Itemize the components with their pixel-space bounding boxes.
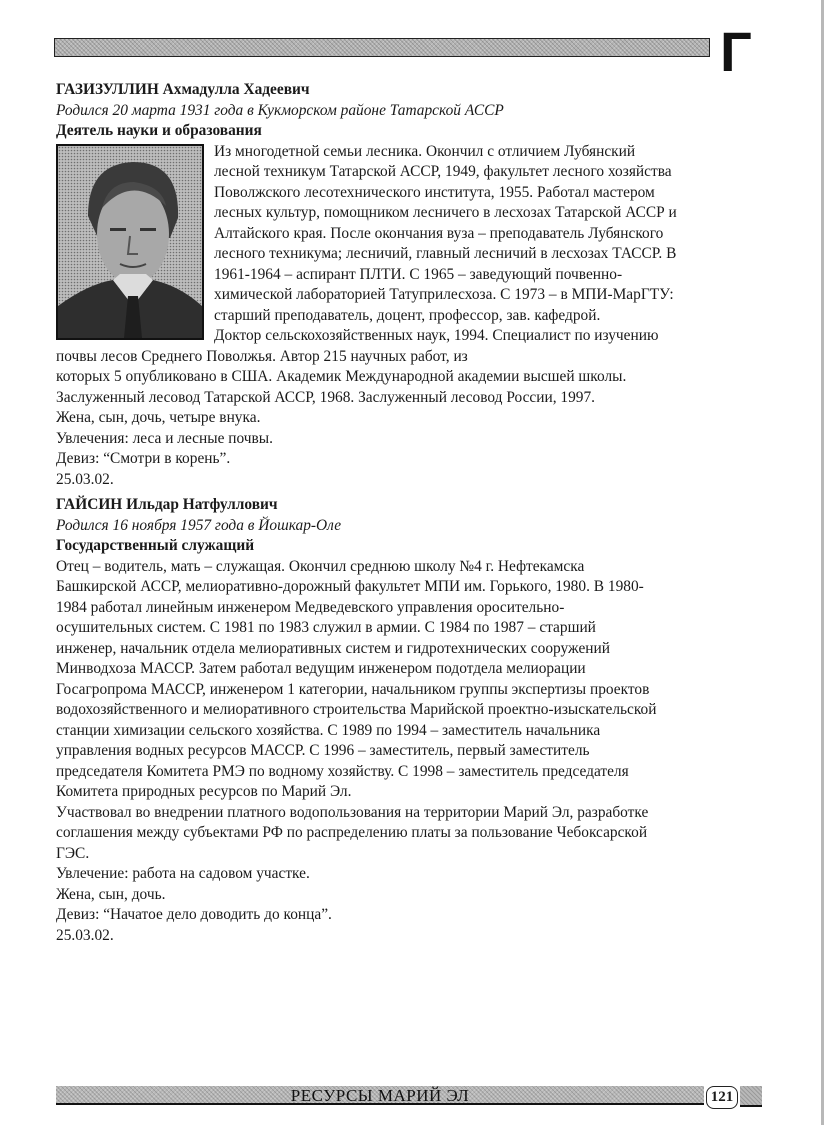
biography-entry [56, 495, 766, 946]
portrait-illustration [58, 146, 202, 338]
motto: Девиз: “Смотри в корень”. [56, 450, 231, 467]
bio-line: водохозяйственного и мелиоративного строительства Марийской проектно-изыскательской [56, 701, 657, 718]
bio-line: Отец – водитель, мать – служащая. Окончил среднюю школу №4 г. Нефтекамска [56, 557, 585, 575]
section-letter: Г [720, 20, 752, 83]
footer-band-end [740, 1086, 762, 1107]
bio-line: Алтайского края. После окончания вуза – преподаватель Лубянского [214, 224, 664, 242]
bio-line: Заслуженный лесовод Татарской АССР, 1968. Заслуженный лесовод России, 1997. [56, 388, 596, 406]
birth-info: Родился 20 марта 1931 года в Кукморском районе Татарской АССР [56, 101, 504, 119]
bio-line: Участвовал во внедрении платного водопользования на территории Марий Эл, разработке [56, 803, 649, 821]
entry-date: 25.03.02. [56, 926, 114, 944]
bio-line: соглашения между субъектами РФ по распределению платы за пользование Чебоксарской [56, 824, 648, 841]
bio-line: Госагропрома МАССР, инженером 1 категории, начальником группы экспертизы проектов [56, 680, 650, 698]
hobbies: Увлечение: работа на садовом участке. [56, 865, 310, 882]
page-number: 121 [706, 1086, 738, 1109]
footer-title: РЕСУРСЫ МАРИЙ ЭЛ [290, 1086, 470, 1105]
bio-line: химической лабораторией Татуприлесхоза. С 1973 – в МПИ-МарГТУ: [214, 286, 674, 303]
header-decorative-band [54, 38, 710, 57]
bio-line: управления водных ресурсов МАССР. С 1996 – заместитель, первый заместитель [56, 742, 590, 759]
bio-line: Из многодетной семьи лесника. Окончил с отличием Лубянский [214, 142, 636, 160]
portrait-photo [56, 144, 204, 340]
bio-line: которых 5 опубликовано в США. Академик Международной академии высшей школы. [56, 368, 627, 385]
biography-text [56, 557, 766, 865]
hobbies: Увлечения: леса и лесные почвы. [56, 429, 273, 447]
footer-band [56, 1086, 704, 1105]
person-name: ГАЗИЗУЛЛИН Ахмадулла Хадеевич [56, 81, 310, 98]
profession: Государственный служащий [56, 537, 255, 554]
bio-line: Доктор сельскохозяйственных наук, 1994. Специалист по изучению [214, 327, 659, 344]
bio-line: осушительных систем. С 1981 по 1983 служил в армии. С 1984 по 1987 – старший [56, 619, 596, 636]
bio-line: лесной техникум Татарской АССР, 1949, факультет лесного хозяйства [214, 163, 672, 180]
bio-line: 1984 работал линейным инженером Медведевского управления оросительно- [56, 598, 565, 616]
entry-date: 25.03.02. [56, 470, 114, 488]
bio-line: станции химизации сельского хозяйства. С 1989 по 1994 – заместитель начальника [56, 721, 601, 739]
bio-line: ГЭС. [56, 844, 90, 862]
bio-line: 1961-1964 – аспирант ПЛТИ. С 1965 – заведующий почвенно- [214, 265, 623, 283]
bio-line: инженер, начальник отдела мелиоративных систем и гидротехнических сооружений [56, 639, 610, 657]
family-info: Жена, сын, дочь, четыре внука. [56, 409, 261, 426]
bio-line: Поволжского лесотехнического института, 1955. Работал мастером [214, 183, 655, 201]
bio-line: Комитета природных ресурсов по Марий Эл. [56, 783, 352, 800]
bio-line: Башкирской АССР, мелиоративно-дорожный факультет МПИ им. Горького, 1980. В 1980- [56, 578, 644, 595]
bio-line: председателя Комитета РМЭ по водному хозяйству. С 1998 – заместитель председателя [56, 762, 629, 780]
bio-line: лесного техникума; лесничий, главный лесничий в лесхозах ТАССР. В [214, 245, 677, 262]
bio-line: старший преподаватель, доцент, профессор, зав. кафедрой. [214, 306, 601, 324]
family-info: Жена, сын, дочь. [56, 885, 166, 903]
biography-entry [56, 80, 766, 490]
bio-line: Минводхоза МАССР. Затем работал ведущим инженером подотдела мелиорации [56, 660, 586, 677]
bio-line: лесных культур, помощником лесничего в лесхозах Татарской АССР и [214, 204, 677, 221]
bio-line: почвы лесов Среднего Поволжья. Автор 215 научных работ, из [56, 347, 468, 365]
profession: Деятель науки и образования [56, 122, 262, 139]
motto: Девиз: “Начатое дело доводить до конца”. [56, 906, 332, 923]
person-name: ГАЙСИН Ильдар Натфуллович [56, 496, 278, 513]
birth-info: Родился 16 ноября 1957 года в Йошкар-Оле [56, 516, 342, 534]
